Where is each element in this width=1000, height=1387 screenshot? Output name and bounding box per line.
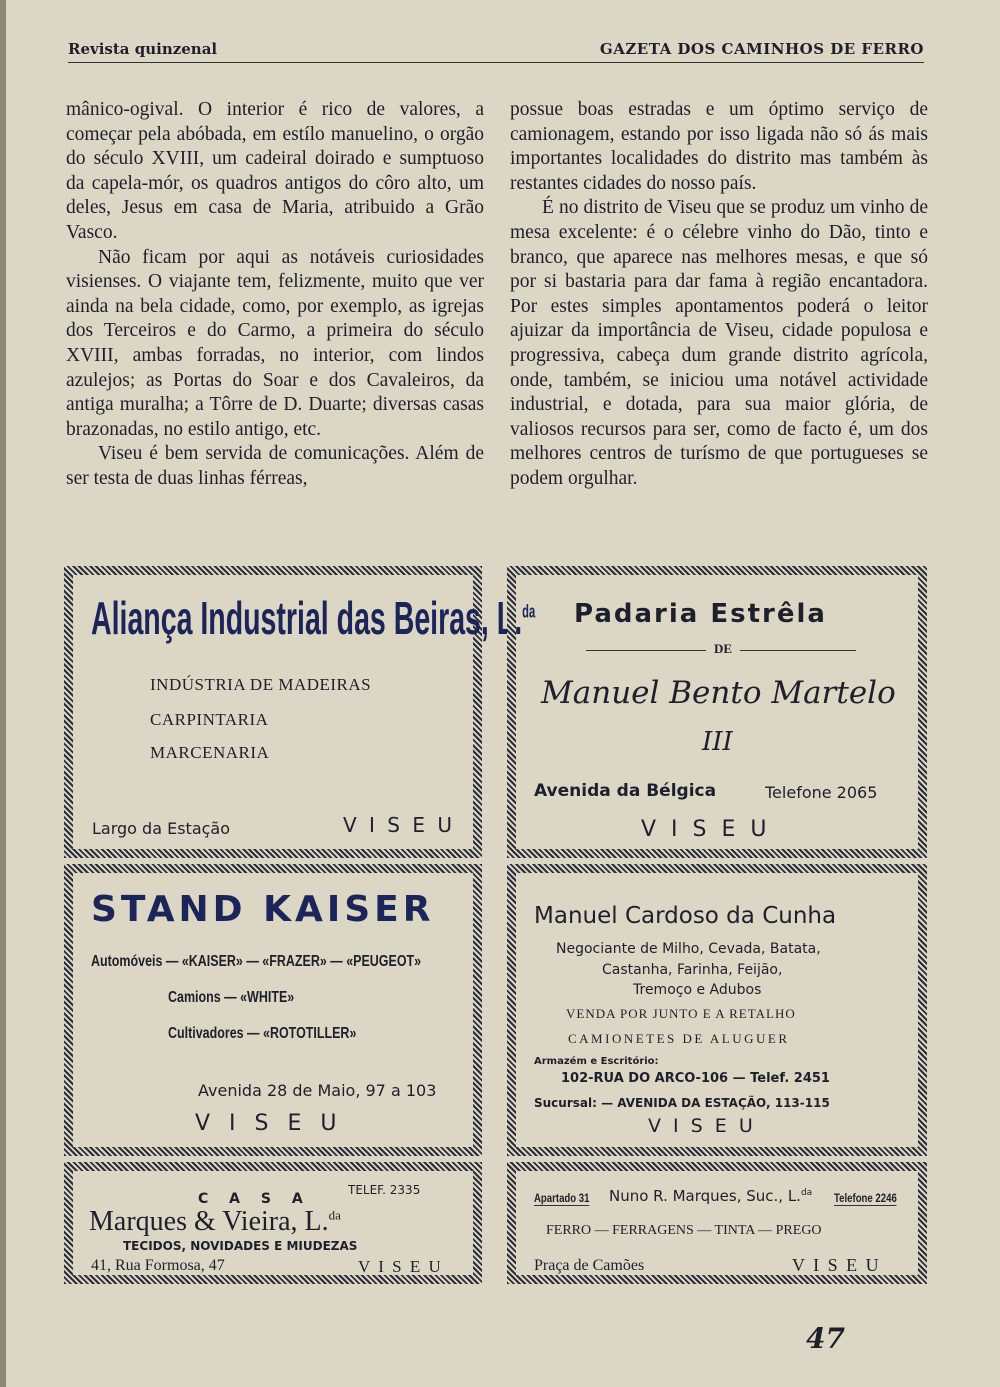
ad-de: DE	[706, 641, 740, 657]
ad-manuel-cardoso	[507, 864, 927, 1156]
paragraph: Não ficam por aqui as notáveis curiosidades visienses. O viajante tem, felizmente, muito que ver ainda na bela cidade, como, por exemplo, as igrejas dos Terceiros e do Carmo, a primeira do século XVIII, ambas forradas, no interior, com lindos azulejos; as Portas do Soar e dos Cavaleiros, da antiga muralha; a Tôrre de D. Duarte; diversas casas brazonadas, no estilo antigo, etc.	[66, 246, 484, 440]
ad-mark: III	[702, 727, 733, 757]
ad-office-label: Armazém e Escritório:	[534, 1056, 659, 1067]
ad-city: V I S E U	[641, 817, 771, 842]
ad-city: V I S E U	[358, 1257, 443, 1276]
ad-alianca-industrial	[64, 566, 536, 858]
paragraph: possue boas estradas e um óptimo serviço de camionagem, estando por isso ligada não só ás mais importantes localidades do distrito mas também às restantes cidades do nosso país.	[510, 99, 928, 194]
ad-title: STAND KAISER	[91, 889, 435, 930]
ad-line: Cultivadores — «ROTOTILLER»	[168, 1025, 357, 1042]
ad-line: Automóveis — «KAISER» — «FRAZER» — «PEUGEOT»	[91, 953, 422, 970]
ad-office: 102-RUA DO ARCO-106 — Telef. 2451	[561, 1071, 830, 1086]
ad-subtitle: TECIDOS, NOVIDADES E MIUDEZAS	[123, 1239, 358, 1253]
ad-phone: Telefone 2246	[834, 1191, 897, 1205]
ad-line: INDÚSTRIA DE MADEIRAS	[150, 675, 372, 694]
ad-address: Avenida da Bélgica	[534, 781, 717, 801]
ad-line: MARCENARIA	[150, 743, 270, 762]
ad-marques-vieira	[64, 1162, 482, 1284]
ad-line: Camions — «WHITE»	[168, 989, 295, 1006]
ad-owner: Manuel Bento Martelo	[541, 675, 896, 711]
ad-line: FERRO — FERRAGENS — TINTA — PREGO	[546, 1223, 822, 1238]
ad-title-sup: da	[328, 1207, 341, 1223]
ad-line: CARPINTARIA	[150, 710, 269, 729]
ad-address: Largo da Estação	[92, 819, 231, 838]
ad-city: V I S E U	[343, 813, 455, 837]
ad-padaria-estrela	[507, 566, 927, 858]
paragraph: É no distrito de Viseu que se produz um vinho de mesa excelente: é o célebre vinho do Dão, tinto e branco, que aparece nas melhores mesas, e que só por si bastaria para dar fama à região encantadora. Por estes simples apontamentos poderá o leitor ajuizar da importância de Viseu, cidade populosa e progressiva, cabeça dum grande distrito agrícola, onde, também, se iniciou uma notável actividade industrial, e dotada, para sua maior glória, de valiosos recursos para ser, como de facto é, um dos melhores centros de turísmo de que portugueses se podem orgulhar.	[510, 197, 928, 489]
ad-address: Praça de Camões	[534, 1257, 645, 1274]
paragraph: mânico-ogival. O interior é rico de valores, a começar pela abóbada, em estílo manuelino, o orgão do século XVIII, um cadeiral doirado e sumptuoso da capela-mór, os quadros antigos do côro alto, um deles, Jesus em casa de Maria, atribuido a Grão Vasco.	[66, 99, 484, 243]
ad-line: Negociante de Milho, Cevada, Batata,	[556, 941, 821, 957]
ad-title: Padaria Estrêla	[574, 599, 827, 629]
ad-line: Tremoço e Adubos	[633, 982, 762, 998]
ad-address: 41, Rua Formosa, 47	[91, 1257, 225, 1274]
ad-title: Nuno R. Marques, Suc., L.	[609, 1187, 801, 1205]
ad-nuno-marques	[507, 1162, 927, 1284]
ad-line: CAMIONETES DE ALUGUER	[568, 1031, 790, 1046]
ad-address: Avenida 28 de Maio, 97 a 103	[198, 1081, 437, 1100]
ad-line: VENDA POR JUNTO E A RETALHO	[566, 1006, 796, 1021]
running-header	[68, 38, 924, 63]
paragraph: Viseu é bem servida de comunicações. Além de ser testa de duas linhas férreas,	[66, 443, 484, 489]
ad-city: V I S E U	[195, 1111, 343, 1136]
ad-phone: TELEF. 2335	[348, 1183, 421, 1197]
header-right: GAZETA DOS CAMINHOS DE FERRO	[599, 40, 924, 58]
ad-branch: Sucursal: — AVENIDA DA ESTAÇÃO, 113-115	[534, 1096, 830, 1110]
ad-stand-kaiser	[64, 864, 482, 1156]
ad-title: Manuel Cardoso da Cunha	[534, 903, 837, 929]
ad-title: Marques & Vieira, L.	[89, 1206, 329, 1237]
header-left: Revista quinzenal	[68, 40, 218, 58]
ad-line: Castanha, Farinha, Feijão,	[602, 962, 783, 978]
article-right-column	[510, 98, 928, 492]
page-number: 47	[806, 1322, 845, 1355]
page-edge	[0, 0, 6, 1387]
ad-city: V I S E U	[648, 1115, 756, 1137]
ad-title: Aliança Industrial das Beiras, L.	[91, 592, 523, 644]
ad-phone: Telefone 2065	[765, 783, 878, 802]
ad-title-sup: da	[522, 601, 536, 622]
ad-casa: C A S A	[198, 1191, 311, 1207]
ad-title-sup: da	[800, 1188, 813, 1198]
ad-box: Apartado 31	[534, 1191, 590, 1205]
ad-city: V I S E U	[792, 1255, 881, 1275]
article-left-column	[66, 98, 484, 492]
